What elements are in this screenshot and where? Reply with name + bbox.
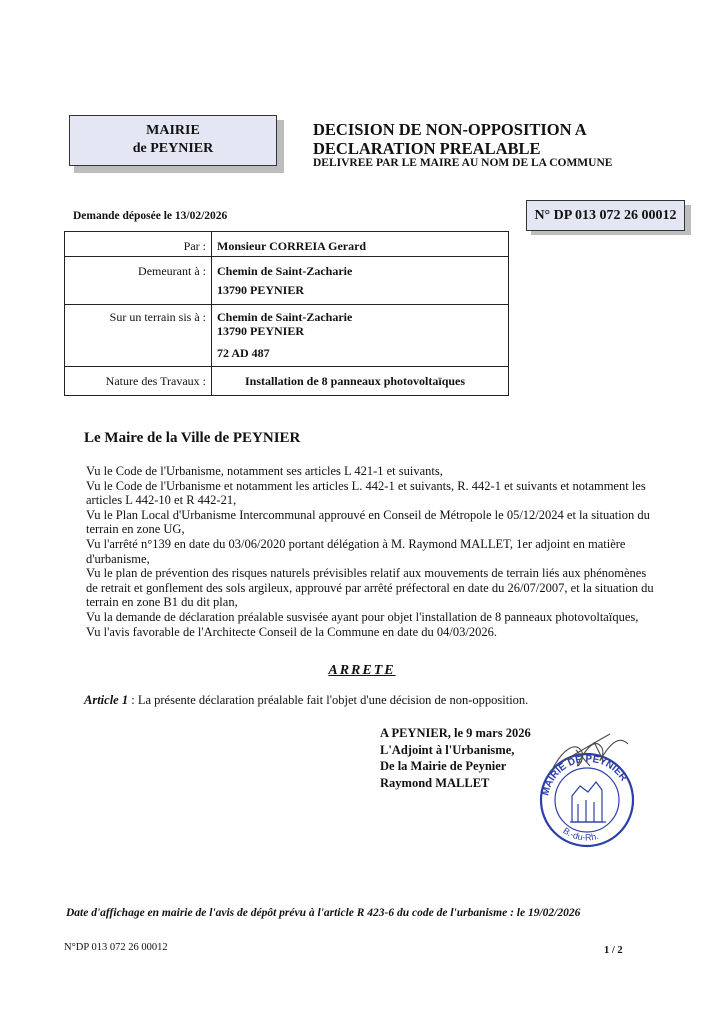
par-label: Par : [183, 239, 206, 253]
decision-title [313, 120, 587, 158]
mairie-line2: de PEYNIER [132, 141, 214, 156]
maire-heading: Le Maire de la Ville de PEYNIER [84, 430, 301, 446]
arrete-heading: ARRETE [328, 663, 396, 678]
demeurant-label: Demeurant à : [138, 264, 206, 278]
considerant-item: Vu l'avis favorable de l'Architecte Conseil de la Commune en date du 04/03/2026. [86, 624, 497, 639]
terrain-parcel: 72 AD 487 [217, 346, 270, 360]
demeurant-line1: Chemin de Saint-Zacharie [217, 264, 353, 278]
table-row-divider [64, 256, 509, 257]
mairie-line1: MAIRIE [146, 123, 200, 138]
table-row-divider [64, 304, 509, 305]
considerant-item: Vu la demande de déclaration préalable susvisée ayant pour objet l'installation de 8 panneaux photovoltaïques, [86, 609, 639, 624]
article-label: Article 1 [84, 693, 129, 707]
permit-number: N° DP 013 072 26 00012 [526, 200, 685, 231]
svg-text:B.-du-Rh. [561, 825, 599, 842]
signature-institution: De la Mairie de Peynier [380, 759, 507, 773]
nature-value: Installation de 8 panneaux photovoltaïques [245, 374, 466, 388]
page-number: 1 / 2 [604, 945, 623, 956]
terrain-label: Sur un terrain sis à : [109, 310, 206, 324]
considerant-item: Vu le plan de prévention des risques naturels prévisibles relatif aux mouvements de terrain liés aux phénomènes de retrait et gonflement des sols argileux, approuvé par arrêté préfectoral en date du 26/07/2007, et la situation du terrain en zone B1 du dit plan, [86, 566, 654, 610]
demeurant-line2: 13790 PEYNIER [217, 283, 305, 297]
signature-place-date: A PEYNIER, le 9 mars 2026 [380, 726, 531, 740]
signature-block [380, 725, 531, 791]
stamp-bottom-text: B.-du-Rh. [561, 825, 600, 843]
terrain-line2: 13790 PEYNIER [217, 324, 305, 338]
decision-subtitle: DELIVREE PAR LE MAIRE AU NOM DE LA COMMUNE [313, 157, 613, 169]
considerant-item: Vu l'arrêté n°139 en date du 03/06/2020 portant délégation à M. Raymond MALLET, 1er adjoint en matière d'urbanisme, [86, 536, 626, 566]
article-1 [84, 693, 528, 708]
article-text: : La présente déclaration préalable fait l'objet d'une décision de non-opposition. [128, 693, 529, 707]
building-icon [570, 782, 606, 822]
considerant-item: Vu le Code de l'Urbanisme et notamment les articles L. 442-1 et suivants, R. 442-1 et suivants et notamment les articles L 442-10 et R 442-21, [86, 478, 646, 508]
signature-name: Raymond MALLET [380, 775, 490, 790]
stamp-top-text: MAIRIE DE PEYNIER [540, 753, 630, 797]
decision-title-line1: DECISION DE NON-OPPOSITION A [313, 120, 587, 139]
terrain-line1: Chemin de Saint-Zacharie [217, 310, 353, 324]
mairie-box [69, 115, 277, 166]
par-value: Monsieur CORREIA Gerard [217, 239, 367, 253]
considerant-item: Vu le Code de l'Urbanisme, notamment ses articles L 421-1 et suivants, [86, 464, 443, 478]
footer-reference: N°DP 013 072 26 00012 [64, 942, 168, 953]
demand-date: Demande déposée le 13/02/2026 [73, 210, 228, 222]
considerant-item: Vu le Plan Local d'Urbanisme Intercommunal approuvé en Conseil de Métropole le 05/12/2024 et la situation du terrain en zone UG, [86, 507, 650, 537]
decision-title-line2: DECLARATION PREALABLE [313, 139, 541, 158]
signature-role: L'Adjoint à l'Urbanisme, [380, 742, 515, 757]
affichage-note: Date d'affichage en mairie de l'avis de dépôt prévu à l'article R 423-6 du code de l'urbanisme : le 19/02/2026 [66, 907, 581, 919]
mairie-stamp [532, 730, 642, 855]
considerants-list [86, 464, 656, 639]
table-row-divider [64, 366, 509, 367]
nature-label: Nature des Travaux : [105, 374, 206, 388]
